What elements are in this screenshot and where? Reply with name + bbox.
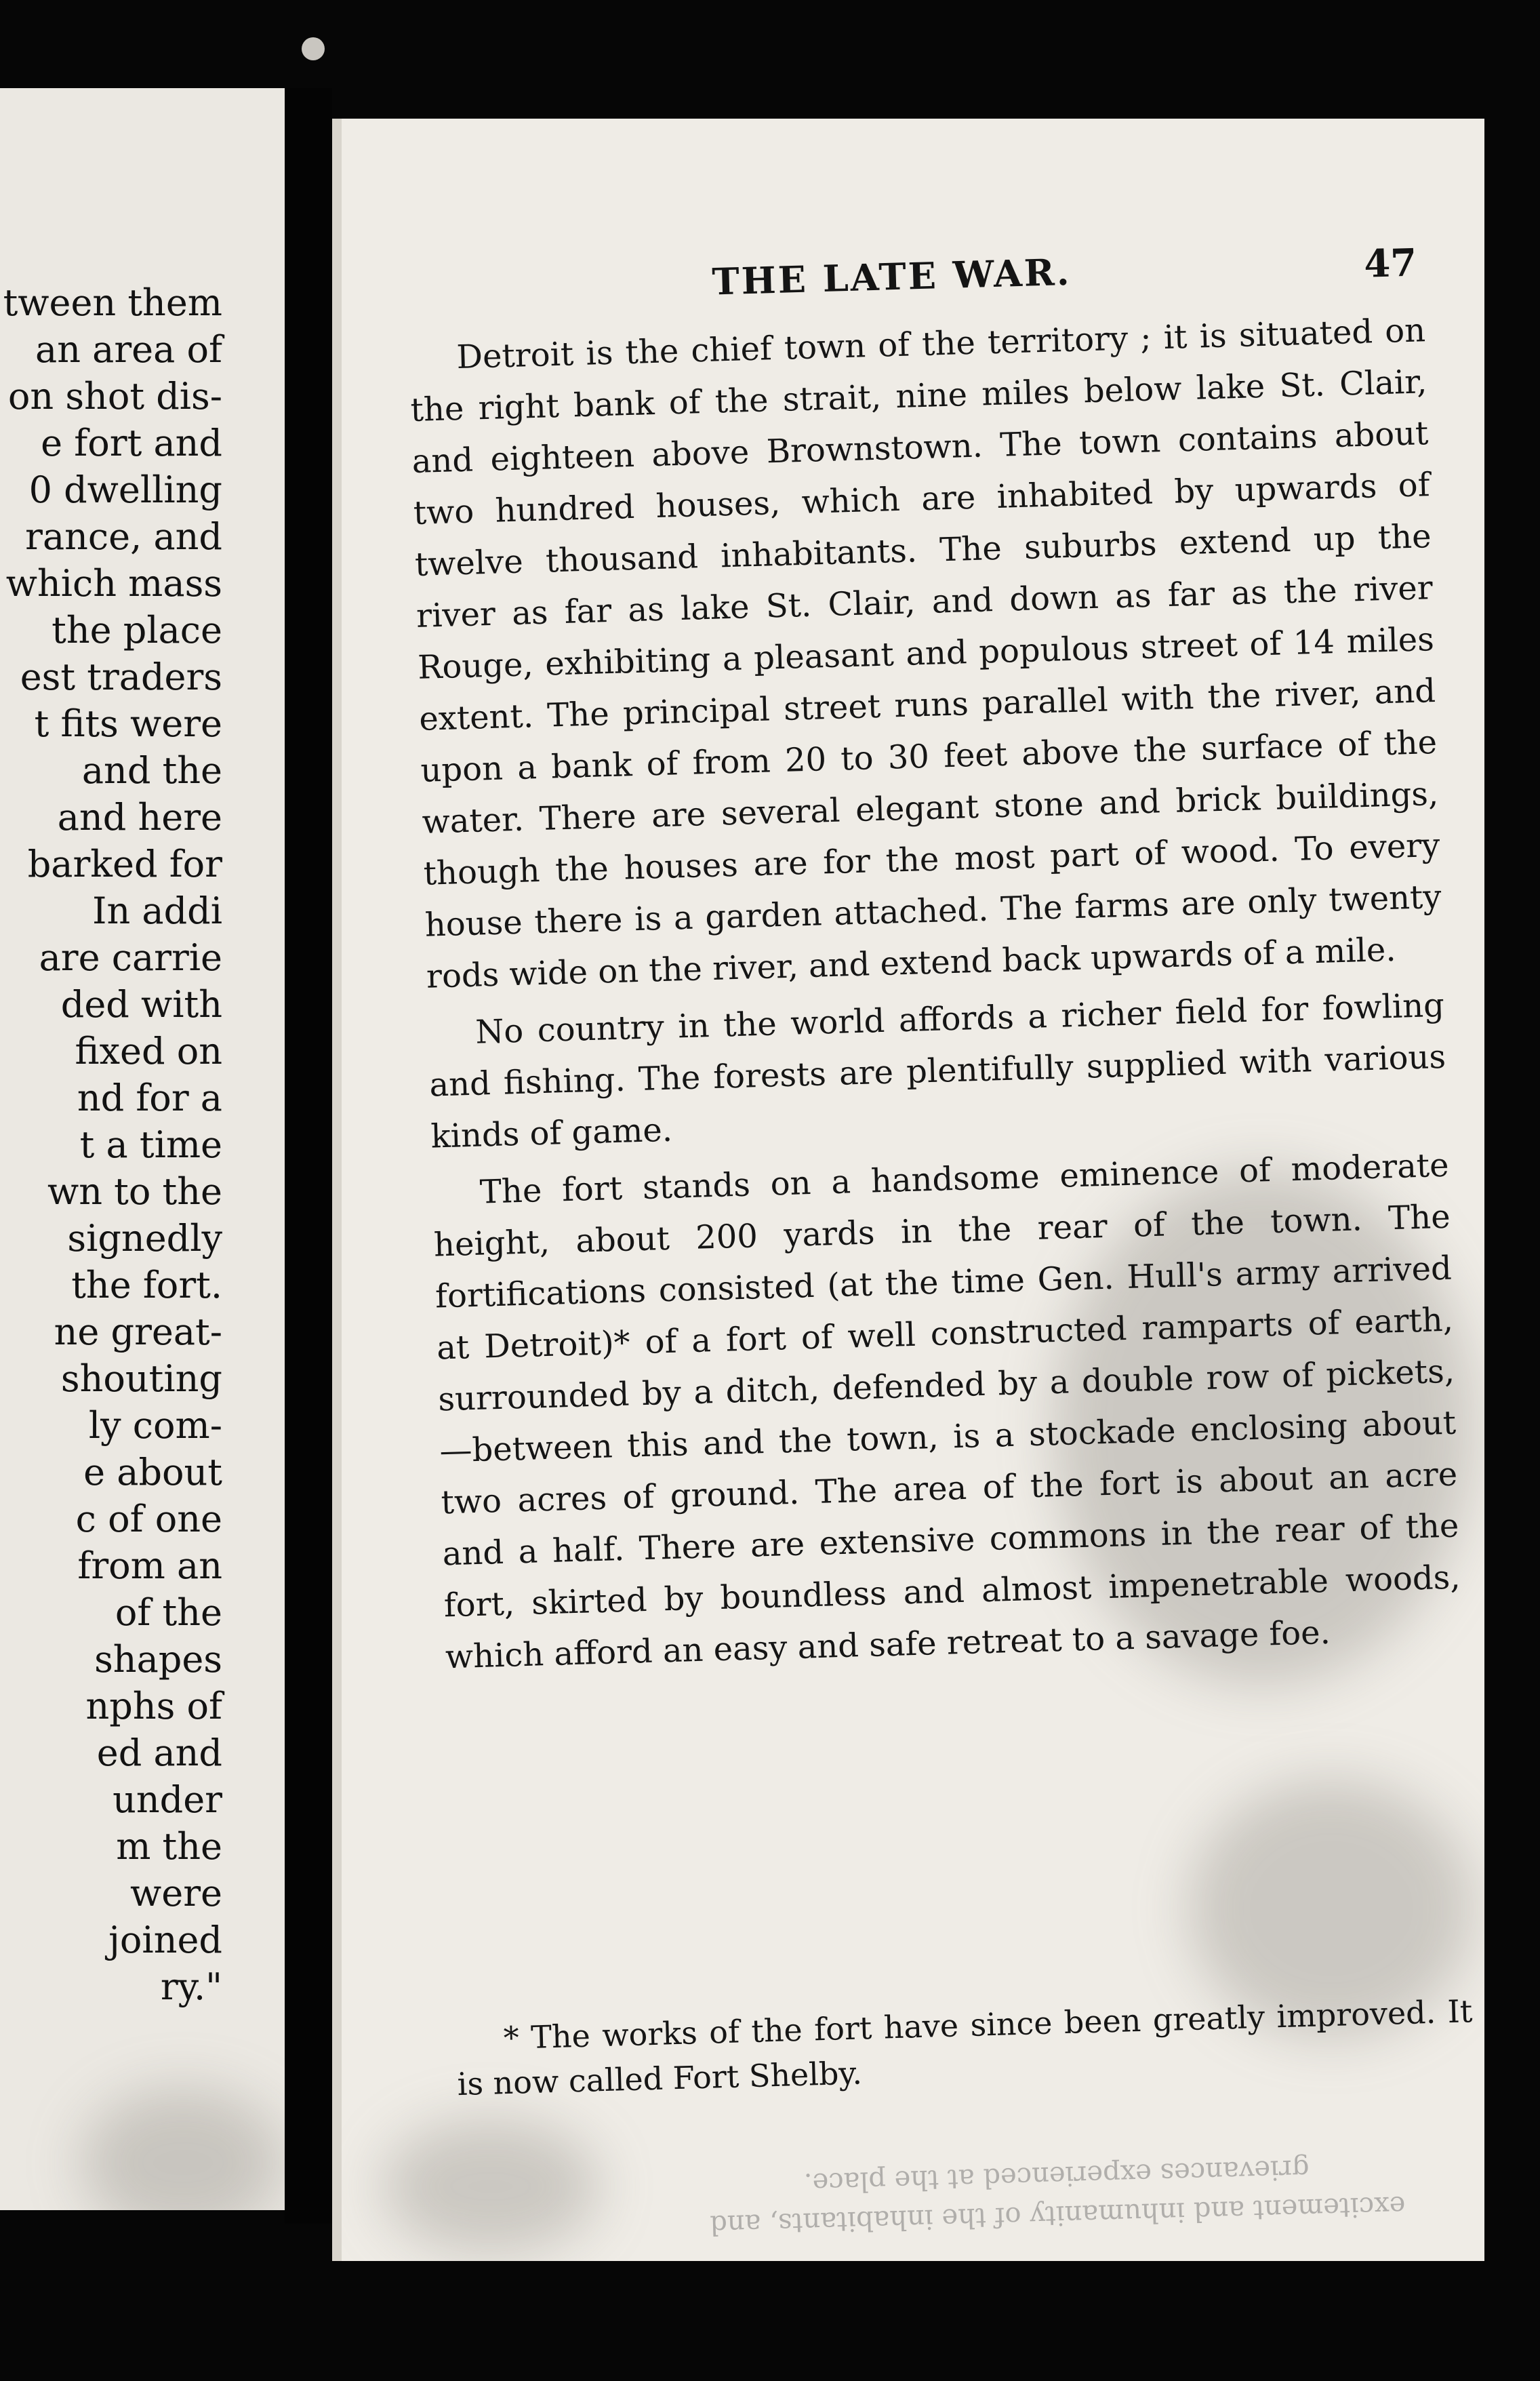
left-page-line: m the bbox=[116, 1825, 222, 1868]
left-page-line: nd for a bbox=[77, 1077, 222, 1119]
left-page-line: the place bbox=[52, 609, 222, 652]
bleed-through-line: grievances experienced at the place. bbox=[803, 2153, 1310, 2199]
left-page-line: are carrie bbox=[39, 936, 222, 979]
left-page-line: tween them bbox=[3, 281, 222, 324]
bleed-through-text bbox=[683, 2146, 1431, 2245]
book-gutter bbox=[285, 88, 332, 2224]
running-head-title: THE LATE WAR. bbox=[711, 249, 1072, 304]
paragraph: The fort stands on a handsome eminence of moderate height, about 200 yards in the rear of the town. The fortifications consisted (at the time Gen. Hull's army arrived at Detroit)* of a fort of well constructed ramparts of earth, surrounded by a ditch, defended by a double row of pickets,—between this and the town, is a stockade enclosing about two acres of ground. The area of the fort is about an acre and a half. There are extensive commons in the rear of the fort, skirted by boundless and almost impenetrable woods, which afford an easy and safe retreat to a savage foe. bbox=[433, 1146, 1461, 1677]
left-page-line: and the bbox=[81, 749, 222, 792]
left-page-line: barked for bbox=[27, 843, 222, 885]
left-page-line: ry." bbox=[160, 1965, 222, 2008]
left-page-line: fixed on bbox=[75, 1030, 222, 1073]
left-page-line: t a time bbox=[79, 1123, 222, 1166]
left-page-line: t fits were bbox=[34, 702, 222, 745]
left-page-line: wn to the bbox=[47, 1170, 222, 1213]
left-page-line: nphs of bbox=[85, 1685, 222, 1727]
page-number: 47 bbox=[1363, 240, 1418, 287]
left-page-line: e fort and bbox=[41, 422, 222, 464]
running-head bbox=[346, 238, 1484, 317]
left-page-line: In addi bbox=[92, 889, 222, 932]
paragraph: Detroit is the chief town of the territory ; it is situated on the right bank of the strait, nine miles below lake St. Clair, and eighteen above Brownstown. The town contains about two hundred houses, which are inhabited by upwards of twelve thousand inhabitants. The suburbs extend up the river as far as lake St. Clair, and down as far as the river Rouge, exhibiting a pleasant and populous street of 14 miles extent. The principal street runs parallel with the river, and upon a bank of from 20 to 30 feet above the surface of the water. There are several elegant stone and brick buildings, though the houses are for the most part of wood. To every house there is a garden attached. The farms are only twenty rods wide on the river, and extend back upwards of a mile. bbox=[409, 311, 1442, 996]
left-page-line: c of one bbox=[75, 1498, 222, 1540]
left-page-line: est traders bbox=[20, 656, 222, 698]
left-page-line: were bbox=[130, 1872, 222, 1915]
left-page-line: ed and bbox=[96, 1732, 222, 1774]
body-text bbox=[409, 304, 1463, 1688]
page-stain bbox=[81, 2088, 285, 2210]
left-page-fragment bbox=[0, 88, 285, 2210]
left-page-line: which mass bbox=[5, 562, 222, 605]
left-page-line: and here bbox=[57, 796, 222, 839]
left-page-lines bbox=[0, 279, 222, 2010]
paragraph: No country in the world affords a richer field for fowling and fishing. The forests are plentifully supplied with various kinds of game. bbox=[428, 986, 1446, 1156]
footnote: * The works of the fort have since been greatly improved. It is now called Fort Shelby. bbox=[456, 1993, 1474, 2103]
left-page-line: ded with bbox=[60, 983, 222, 1026]
left-page-line: under bbox=[113, 1778, 222, 1821]
left-page-line: signedly bbox=[67, 1217, 222, 1260]
left-page-line: ly com- bbox=[88, 1404, 222, 1447]
left-page-line: shouting bbox=[60, 1357, 222, 1400]
page-content bbox=[342, 119, 1484, 2261]
left-page-line: e about bbox=[83, 1451, 222, 1494]
left-page-line: an area of bbox=[35, 328, 222, 371]
left-page-line: the fort. bbox=[71, 1264, 222, 1306]
left-page-line: from an bbox=[77, 1544, 222, 1587]
left-page-line: 0 dwelling bbox=[28, 468, 222, 511]
left-page-line: joined bbox=[108, 1919, 222, 1961]
dust-speck bbox=[302, 37, 325, 60]
left-page-line: shapes bbox=[94, 1638, 222, 1681]
left-page-line: of the bbox=[115, 1591, 222, 1634]
left-page-line: rance, and bbox=[25, 515, 222, 558]
left-page-line: on shot dis- bbox=[7, 375, 222, 418]
left-page-line: ne great- bbox=[54, 1310, 222, 1353]
right-page bbox=[332, 119, 1484, 2261]
bleed-through-line: excitement and inhumanity of the inhabitants, and bbox=[709, 2190, 1406, 2241]
